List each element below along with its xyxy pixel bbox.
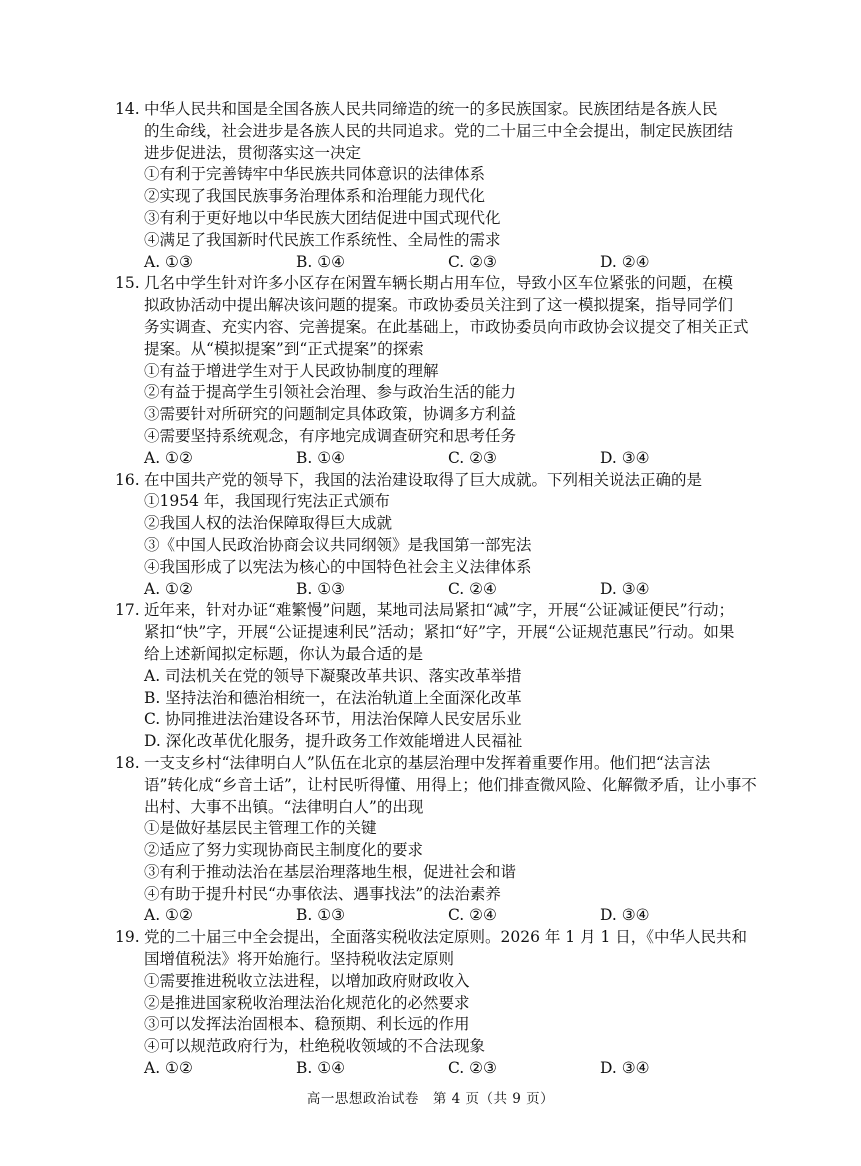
statement-item: ①有利于完善铸牢中华民族共同体意识的法律体系: [144, 165, 486, 184]
question-number: 17.: [115, 601, 140, 620]
question-stem-line: [115, 600, 755, 622]
question-stem-line: 提案。从“模拟提案”到“正式提案”的探索: [144, 339, 424, 358]
statement-item: ②适应了努力实现协商民主制度化的要求: [144, 841, 424, 860]
answer-option: C. ②④: [448, 579, 497, 598]
answer-option: C. ②③: [448, 448, 497, 467]
answer-option: A. ①③: [144, 252, 193, 271]
statement-item: ②我国人权的法治保障取得巨大成就: [144, 514, 393, 533]
answer-option: A. ①②: [144, 906, 193, 925]
statement-item: ④我国形成了以宪法为核心的中国特色社会主义法律体系: [144, 557, 532, 576]
statement-item: ③需要针对所研究的问题制定具体政策，协调多方利益: [144, 405, 517, 424]
answer-option: B. ①③: [296, 906, 346, 925]
question-stem-line: [115, 470, 755, 492]
question-number: 16.: [115, 470, 140, 489]
answer-options: [115, 252, 755, 274]
statement-item: ①有益于增进学生对于人民政协制度的理解: [144, 361, 439, 380]
statement-item: ①是做好基层民主管理工作的关键: [144, 819, 377, 838]
answer-option: D. ③④: [600, 906, 650, 925]
page-footer: 高一思想政治试卷 第 4 页（共 9 页）: [306, 1091, 555, 1107]
answer-options: [115, 905, 755, 927]
answer-option: D. ②④: [600, 252, 650, 271]
statement-item: ③有利于更好地以中华民族大团结促进中国式现代化: [144, 208, 501, 227]
question-stem-line: 出村、大事不出镇。“法律明白人”的出现: [144, 797, 424, 816]
question-number: 19.: [115, 928, 140, 947]
statement-item: ④需要坚持系统观念，有序地完成调查研究和思考任务: [144, 426, 517, 445]
question-stem-text: 党的二十届三中全会提出，全面落实税收法定原则。2026 年 1 月 1 日，《中华人民共和: [144, 928, 748, 947]
question-stem-line: 紧扣“快”字，开展“公证提速利民”活动；紧扣“好”字，开展“公证规范惠民”行动。如果: [144, 623, 735, 642]
statement-item: ④有助于提升村民“办事依法、遇事找法”的法治素养: [144, 884, 501, 903]
question-list: [115, 99, 755, 1080]
statement-item: ④满足了我国新时代民族工作系统性、全局性的需求: [144, 230, 501, 249]
statement-item: A. 司法机关在党的领导下凝聚改革共识、落实改革举措: [144, 666, 522, 685]
question-stem-line: 语”转化成“乡音土话”，让村民听得懂、用得上；他们排查微风险、化解微矛盾，让小事不: [144, 775, 757, 794]
statement-item: ③可以发挥法治固根本、稳预期、利长远的作用: [144, 1015, 470, 1034]
answer-options: [115, 579, 755, 601]
answer-option: D. ③④: [600, 579, 650, 598]
statement-item: ①1954 年，我国现行宪法正式颁布: [144, 492, 390, 511]
question-stem-text: 中华人民共和国是全国各族人民共同缔造的统一的多民族国家。民族团结是各族人民: [144, 100, 718, 118]
answer-option: C. ②③: [448, 252, 497, 271]
answer-options: [115, 448, 755, 470]
answer-option: C. ②④: [448, 906, 497, 925]
statement-item: ②实现了我国民族事务治理体系和治理能力现代化: [144, 187, 486, 206]
statement-item: ②有益于提高学生引领社会治理、参与政治生活的能力: [144, 383, 517, 402]
question-stem-line: [115, 99, 755, 121]
answer-options: [115, 1058, 755, 1080]
question-stem-text: 近年来，针对办证“难繁慢”问题，某地司法局紧扣“减”字，开展“公证减证便民”行动；: [144, 601, 735, 620]
answer-option: A. ①②: [144, 448, 193, 467]
question-stem-line: 拟政协活动中提出解决该问题的提案。市政协委员关注到了这一模拟提案，指导同学们: [144, 296, 734, 315]
answer-option: B. ①④: [296, 252, 346, 271]
answer-option: D. ③④: [600, 1059, 650, 1078]
statement-item: ③有利于推动法治在基层治理落地生根，促进社会和谐: [144, 862, 517, 881]
question-block: [115, 600, 755, 753]
question-stem-line: [115, 927, 755, 949]
statement-item: ②是推进国家税收治理法治化规范化的必然要求: [144, 993, 470, 1012]
question-stem-line: 国增值税法》将开始施行。坚持税收法定原则: [144, 950, 455, 969]
question-block: [115, 753, 755, 927]
question-block: [115, 273, 755, 469]
question-stem-line: [115, 273, 755, 295]
question-stem-text: 几名中学生针对许多小区存在闲置车辆长期占用车位，导致小区车位紧张的问题，在模: [144, 274, 734, 293]
answer-option: B. ①③: [296, 579, 346, 598]
question-stem-line: 进步促进法，贯彻落实这一决定: [144, 143, 362, 162]
answer-option: A. ①②: [144, 579, 193, 598]
statement-item: ①需要推进税收立法进程，以增加政府财政收入: [144, 971, 470, 990]
question-stem-text: 一支支乡村“法律明白人”队伍在北京的基层治理中发挥着重要作用。他们把“法言法: [144, 753, 711, 772]
statement-item: ③《中国人民政治协商会议共同纲领》是我国第一部宪法: [144, 535, 532, 554]
answer-option: C. ②③: [448, 1059, 497, 1078]
question-number: 14.: [115, 100, 140, 118]
answer-option: D. ③④: [600, 448, 650, 467]
question-block: [115, 99, 755, 273]
question-stem-text: 在中国共产党的领导下，我国的法治建设取得了巨大成就。下列相关说法正确的是: [144, 470, 703, 489]
question-stem-line: 的生命线，社会进步是各族人民的共同追求。党的二十届三中全会提出，制定民族团结: [144, 121, 734, 140]
statement-item: ④可以规范政府行为，杜绝税收领域的不合法现象: [144, 1037, 486, 1056]
question-stem-line: 务实调查、充实内容、完善提案。在此基础上，市政协委员向市政协会议提交了相关正式: [144, 317, 749, 336]
statement-item: D. 深化改革优化服务，提升政务工作效能增进人民福祉: [144, 732, 523, 751]
question-block: [115, 927, 755, 1080]
question-block: [115, 470, 755, 601]
answer-option: A. ①②: [144, 1059, 193, 1078]
statement-item: C. 协同推进法治建设各环节，用法治保障人民安居乐业: [144, 710, 522, 729]
question-number: 15.: [115, 274, 140, 293]
statement-item: B. 坚持法治和德治相统一，在法治轨道上全面深化改革: [144, 688, 522, 707]
question-stem-line: [115, 753, 755, 775]
question-number: 18.: [115, 753, 140, 772]
answer-option: B. ①④: [296, 448, 346, 467]
answer-option: B. ①④: [296, 1059, 346, 1078]
question-stem-line: 给上述新闻拟定标题，你认为最合适的是: [144, 644, 424, 663]
